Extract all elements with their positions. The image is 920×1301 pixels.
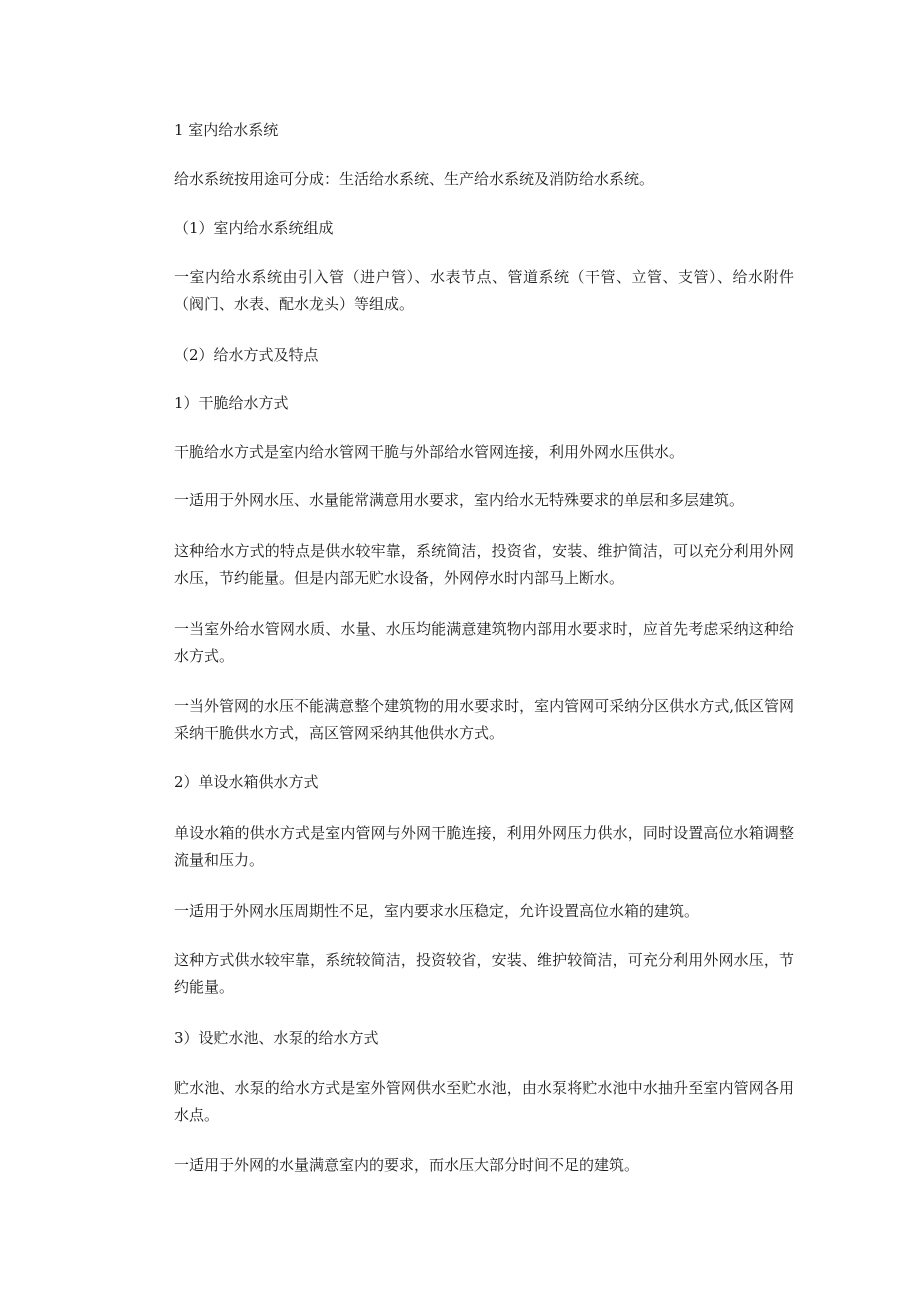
method2-paragraph-1: 单设水箱的供水方式是室内管网与外网干脆连接，利用外网压力供水，同时设置高位水箱调整流量和压力。 [174, 824, 794, 869]
method1-paragraph-5: 一当外管网的水压不能满意整个建筑物的用水要求时，室内管网可采纳分区供水方式,低区管网采纳干脆供水方式，高区管网采纳其他供水方式。 [174, 697, 794, 742]
method2-paragraph-3: 这种方式供水较牢靠，系统较简洁，投资较省，安装、维护较简洁，可充分利用外网水压，节约能量。 [174, 951, 794, 996]
method1-paragraph-1: 干脆给水方式是室内给水管网干脆与外部给水管网连接，利用外网水压供水。 [174, 443, 685, 461]
method3-paragraph-1: 贮水池、水泵的给水方式是室外管网供水至贮水池，由水泵将贮水池中水抽升至室内管网各用水点。 [174, 1079, 794, 1124]
method2-paragraph-2: 一适用于外网水压周期性不足，室内要求水压稳定，允许设置高位水箱的建筑。 [174, 902, 700, 920]
method1-heading: 1）干脆给水方式 [174, 394, 289, 412]
section-title: 1 室内给水系统 [174, 121, 279, 139]
sub2-heading: （2）给水方式及特点 [174, 346, 319, 364]
method1-paragraph-3: 这种给水方式的特点是供水较牢靠，系统简洁，投资省，安装、维护简洁，可以充分利用外网水压，节约能量。但是内部无贮水设备，外网停水时内部马上断水。 [174, 542, 794, 587]
sub1-heading: （1）室内给水系统组成 [174, 219, 334, 237]
sub1-body: 一室内给水系统由引入管（进户管）、水表节点、管道系统（干管、立管、支管）、给水附件（阀门、水表、配水龙头）等组成。 [174, 268, 794, 313]
method1-paragraph-2: 一适用于外网水压、水量能常满意用水要求，室内给水无特殊要求的单层和多层建筑。 [174, 491, 745, 509]
intro-paragraph: 给水系统按用途可分成：生活给水系统、生产给水系统及消防给水系统。 [174, 170, 655, 188]
method1-paragraph-4: 一当室外给水管网水质、水量、水压均能满意建筑物内部用水要求时，应首先考虑采纳这种给水方式。 [174, 620, 794, 665]
method3-heading: 3）设贮水池、水泵的给水方式 [174, 1029, 379, 1047]
method2-heading: 2）单设水箱供水方式 [174, 773, 319, 791]
method3-paragraph-2: 一适用于外网的水量满意室内的要求，而水压大部分时间不足的建筑。 [174, 1156, 640, 1174]
